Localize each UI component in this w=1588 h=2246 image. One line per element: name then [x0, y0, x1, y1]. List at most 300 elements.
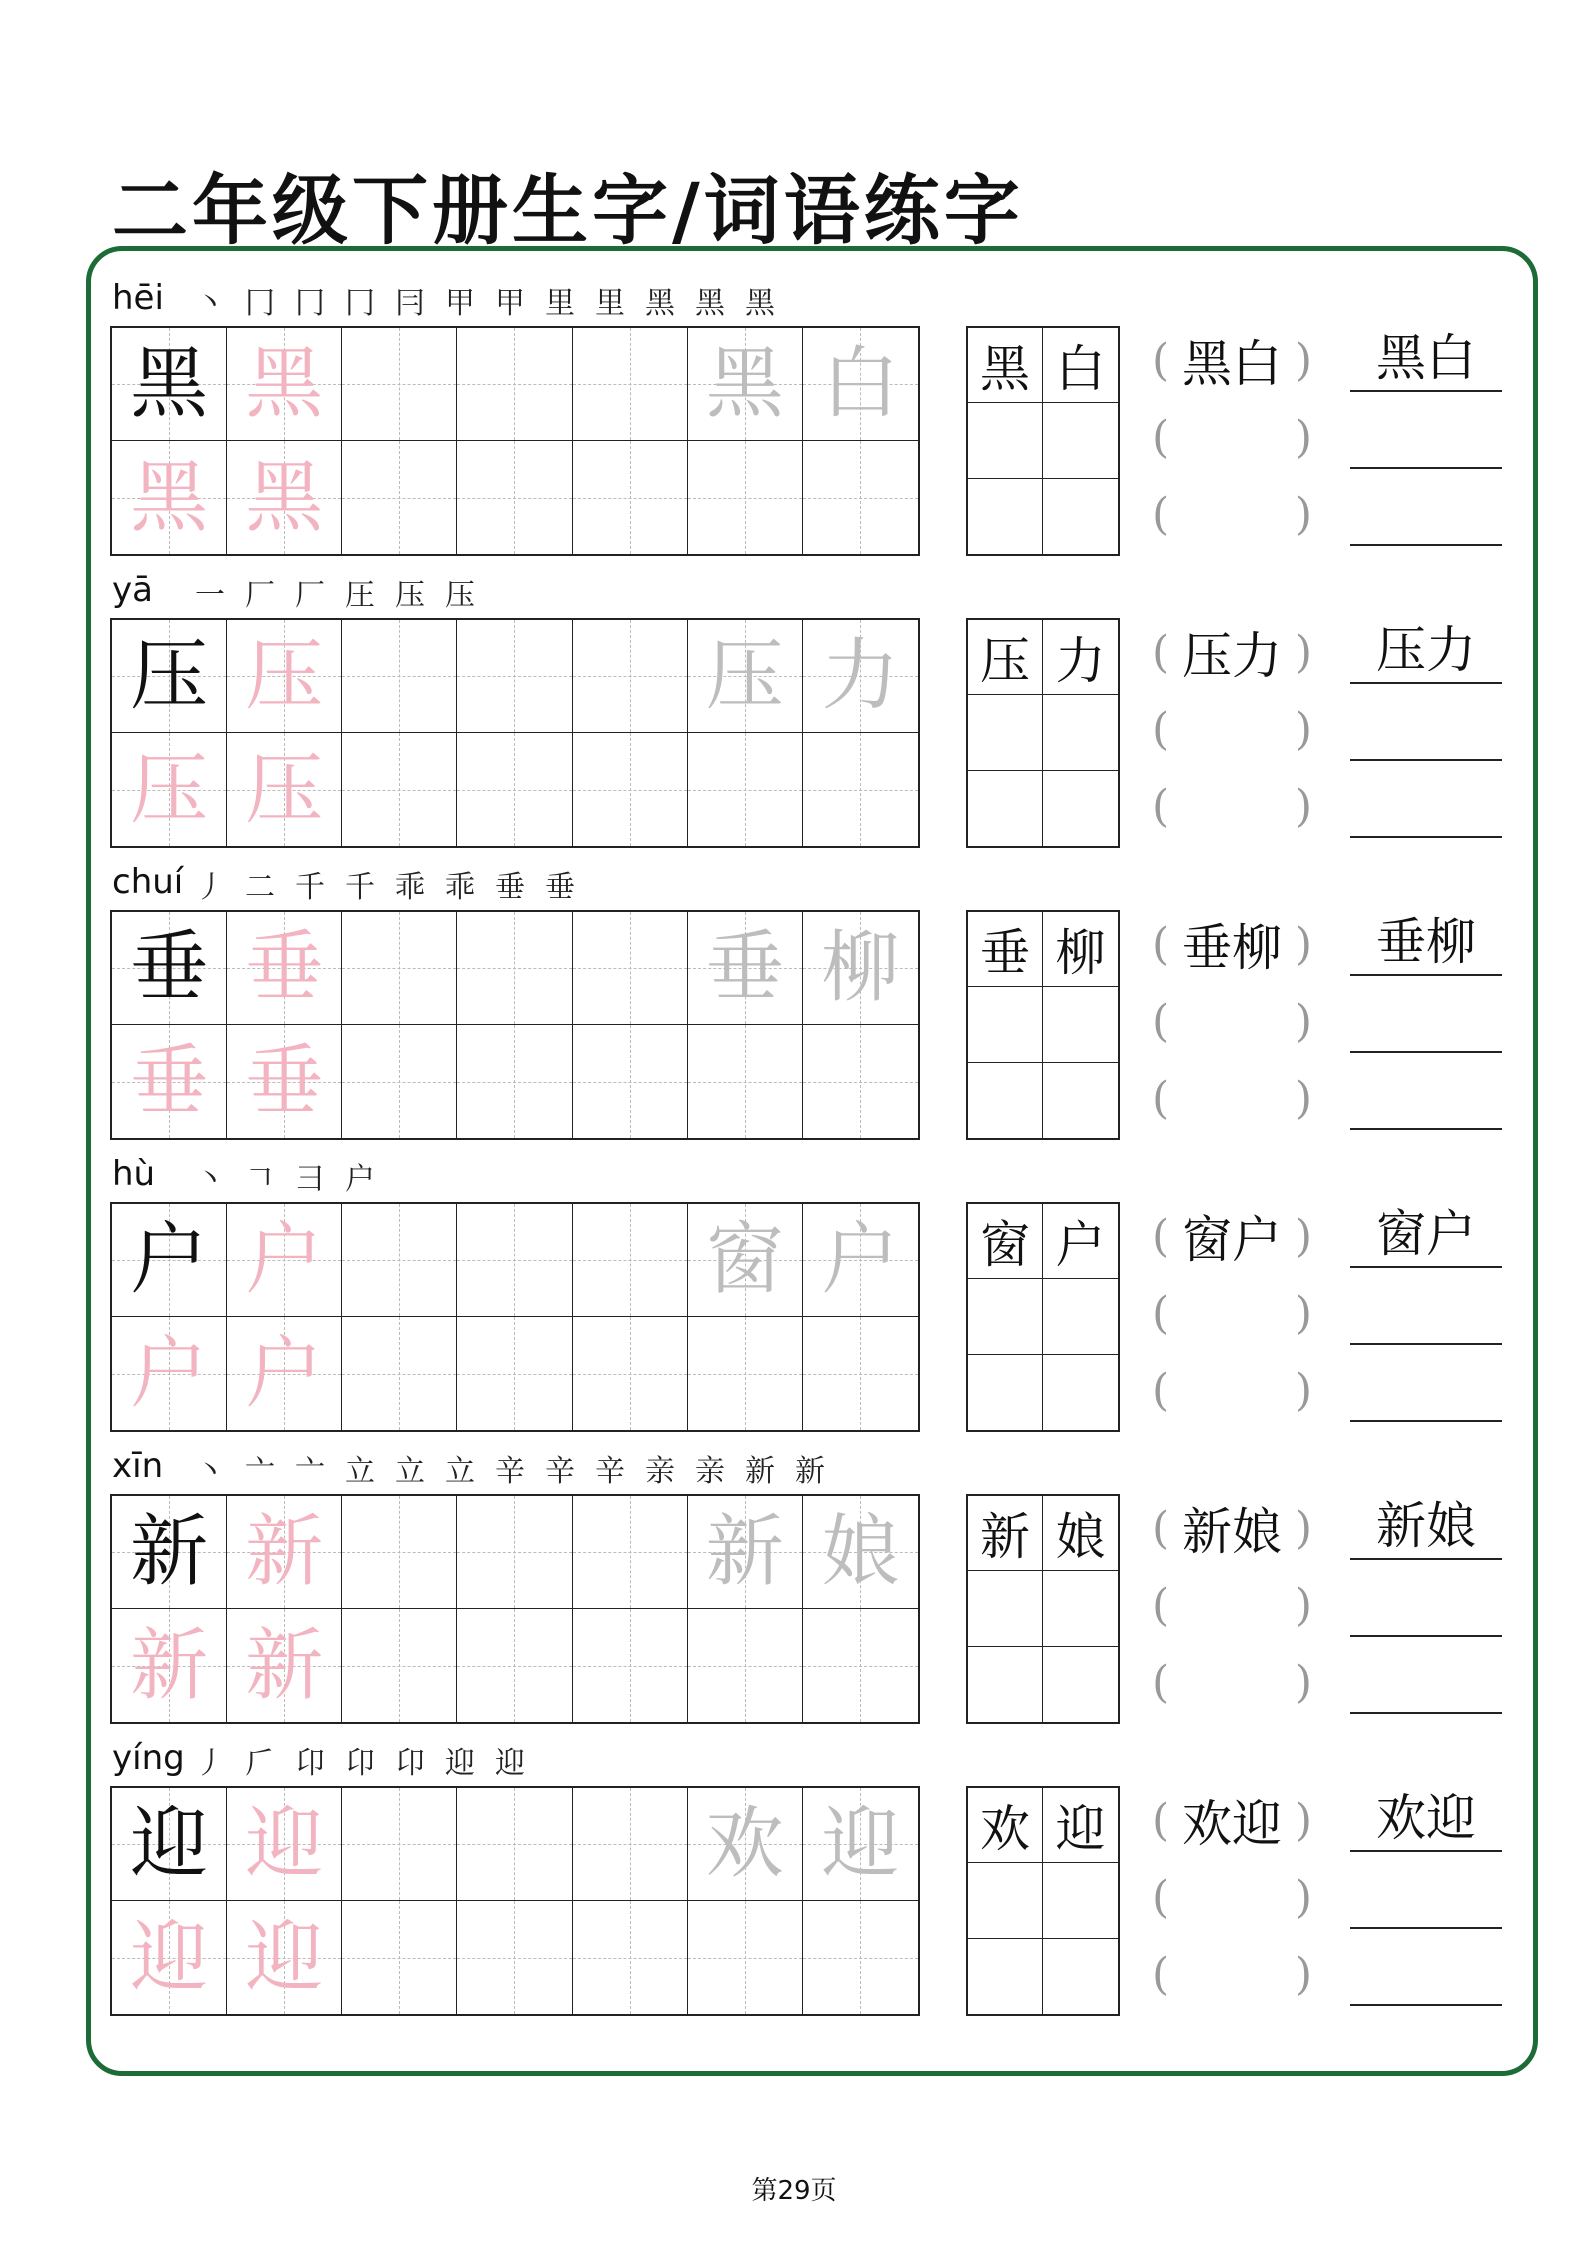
pinyin: yā — [112, 570, 153, 610]
trace-word-char-text: 户 — [821, 1215, 900, 1305]
word-box — [966, 326, 1120, 556]
word-box-blank[interactable] — [1043, 1647, 1118, 1722]
trace-character[interactable] — [227, 1496, 342, 1609]
stroke-step: 冃 — [395, 286, 425, 321]
stroke-step: 辛 — [595, 1454, 625, 1489]
char-section-3 — [0, 862, 1588, 1154]
blank-writing-cell[interactable] — [457, 1204, 572, 1317]
blank-writing-cell[interactable] — [457, 1788, 572, 1901]
paren-word-char: 娘 — [1232, 1503, 1282, 1561]
close-paren: ) — [1294, 1072, 1312, 1124]
char-section-4 — [0, 1154, 1588, 1446]
blank-writing-cell[interactable] — [457, 733, 572, 846]
stroke-step: 亲 — [695, 1454, 725, 1489]
trace-word-char[interactable] — [688, 1788, 803, 1901]
blank-writing-cell[interactable] — [342, 912, 457, 1025]
stroke-order — [192, 1738, 528, 1782]
word-box — [966, 1786, 1120, 2016]
word-box-blank[interactable] — [1043, 1355, 1118, 1430]
blank-writing-cell[interactable] — [573, 441, 688, 554]
trace-character[interactable] — [227, 733, 342, 846]
blank-writing-cell[interactable] — [573, 733, 688, 846]
paren-word — [1152, 914, 1312, 977]
blank-writing-cell[interactable] — [342, 1496, 457, 1609]
paren-word-char: 窗 — [1182, 1211, 1232, 1269]
blank-writing-cell[interactable] — [803, 733, 918, 846]
open-paren: ( — [1152, 1287, 1170, 1339]
trace-character[interactable] — [227, 441, 342, 554]
blank-writing-cell[interactable] — [573, 1788, 688, 1901]
paren-word-char: 柳 — [1232, 919, 1282, 977]
word-box-model-char[interactable]: 白 — [1043, 328, 1118, 403]
model-character-text: 户 — [130, 1215, 209, 1305]
model-character-text: 垂 — [130, 923, 209, 1013]
trace-character[interactable] — [227, 1788, 342, 1901]
trace-character-text: 迎 — [245, 1799, 324, 1889]
open-paren: ( — [1152, 1579, 1170, 1631]
open-paren: ( — [1152, 918, 1170, 970]
trace-character[interactable] — [112, 733, 227, 846]
blank-writing-cell[interactable] — [573, 1204, 688, 1317]
trace-word-char-text: 窗 — [705, 1215, 784, 1305]
trace-character[interactable] — [227, 1025, 342, 1138]
stroke-step: 亠 — [295, 1454, 325, 1489]
word-box-model-char[interactable]: 垂 — [968, 912, 1043, 987]
stroke-step: 户 — [345, 1162, 375, 1197]
paren-word-text — [1182, 324, 1282, 396]
close-paren: ) — [1294, 1948, 1312, 2000]
close-paren: ) — [1294, 1794, 1312, 1846]
underline-word-char: 户 — [1426, 1205, 1476, 1263]
underline-blank[interactable] — [1350, 484, 1502, 546]
open-paren: ( — [1152, 411, 1170, 463]
close-paren: ) — [1294, 1871, 1312, 1923]
trace-word-char-text: 黑 — [705, 339, 784, 429]
blank-writing-cell[interactable] — [342, 1788, 457, 1901]
trace-word-char[interactable] — [688, 1204, 803, 1317]
blank-writing-cell[interactable] — [342, 1901, 457, 2014]
stroke-step: 卬 — [395, 1746, 425, 1781]
close-paren: ) — [1294, 1502, 1312, 1554]
stroke-step: 厂 — [295, 578, 325, 613]
trace-character-text: 压 — [245, 631, 324, 721]
paren-word — [1152, 1206, 1312, 1269]
word-box-blank[interactable] — [968, 1647, 1043, 1722]
stroke-step: 丶 — [195, 286, 225, 321]
trace-word-char-text: 欢 — [705, 1799, 784, 1889]
blank-writing-cell[interactable] — [457, 1025, 572, 1138]
paren-word-text — [1182, 908, 1282, 980]
trace-character[interactable] — [112, 441, 227, 554]
close-paren: ) — [1294, 918, 1312, 970]
word-box-blank[interactable] — [1043, 403, 1118, 478]
blank-writing-cell[interactable] — [688, 441, 803, 554]
trace-character-text: 户 — [245, 1328, 324, 1419]
writing-grid — [110, 910, 920, 1140]
open-paren: ( — [1152, 703, 1170, 755]
trace-character[interactable] — [227, 1204, 342, 1317]
trace-character-text: 压 — [245, 744, 324, 835]
stroke-step: 丿 — [195, 870, 225, 905]
paren-blank[interactable] — [1152, 484, 1312, 544]
blank-writing-cell[interactable] — [457, 620, 572, 733]
underline-word-char: 新 — [1376, 1497, 1426, 1555]
trace-word-char[interactable] — [803, 620, 918, 733]
trace-word-char[interactable] — [688, 912, 803, 1025]
blank-writing-cell[interactable] — [573, 1496, 688, 1609]
blank-writing-cell[interactable] — [688, 1317, 803, 1430]
stroke-step: 丿 — [195, 1746, 225, 1781]
model-character[interactable] — [112, 1496, 227, 1609]
blank-writing-cell[interactable] — [573, 328, 688, 441]
word-box-model-char[interactable]: 娘 — [1043, 1496, 1118, 1571]
trace-word-char-text: 垂 — [705, 923, 784, 1013]
stroke-step: 甲 — [495, 286, 525, 321]
trace-word-char[interactable] — [688, 1496, 803, 1609]
stroke-step: 立 — [345, 1454, 375, 1489]
paren-blank[interactable] — [1152, 1652, 1312, 1712]
blank-writing-cell[interactable] — [457, 441, 572, 554]
close-paren: ) — [1294, 411, 1312, 463]
pinyin: yíng — [112, 1738, 185, 1778]
trace-character-text: 垂 — [130, 1036, 209, 1127]
word-box-blank[interactable] — [968, 695, 1043, 770]
stroke-order — [192, 278, 778, 322]
blank-writing-cell[interactable] — [573, 1609, 688, 1722]
underline-blank[interactable] — [1350, 1575, 1502, 1637]
trace-character-text: 压 — [130, 744, 209, 835]
word-box-blank[interactable] — [1043, 1571, 1118, 1646]
paren-word — [1152, 1498, 1312, 1561]
trace-character[interactable] — [227, 1901, 342, 2014]
blank-writing-cell[interactable] — [457, 1901, 572, 2014]
paren-blank[interactable] — [1152, 1575, 1312, 1635]
word-box — [966, 910, 1120, 1140]
open-paren: ( — [1152, 1794, 1170, 1846]
close-paren: ) — [1294, 1210, 1312, 1262]
model-character[interactable] — [112, 328, 227, 441]
blank-writing-cell[interactable] — [803, 1609, 918, 1722]
word-box-blank[interactable] — [1043, 479, 1118, 554]
underline-blank[interactable] — [1350, 1283, 1502, 1345]
word-box-blank[interactable] — [1043, 1279, 1118, 1354]
blank-writing-cell[interactable] — [342, 1204, 457, 1317]
trace-word-char[interactable] — [803, 912, 918, 1025]
underline-word-char: 力 — [1426, 621, 1476, 679]
blank-writing-cell[interactable] — [457, 1317, 572, 1430]
word-box-model-char[interactable]: 户 — [1043, 1204, 1118, 1279]
blank-writing-cell[interactable] — [342, 441, 457, 554]
word-box-blank[interactable] — [968, 987, 1043, 1062]
pinyin: hù — [112, 1154, 156, 1194]
char-section-2 — [0, 570, 1588, 862]
open-paren: ( — [1152, 488, 1170, 540]
word-box — [966, 1202, 1120, 1432]
word-box-blank[interactable] — [968, 1863, 1043, 1938]
stroke-step: 辛 — [495, 1454, 525, 1489]
blank-writing-cell[interactable] — [342, 1609, 457, 1722]
paren-blank[interactable] — [1152, 1944, 1312, 2004]
stroke-order — [192, 570, 478, 614]
underline-word-char: 迎 — [1426, 1789, 1476, 1847]
open-paren: ( — [1152, 1364, 1170, 1416]
paren-word-text — [1182, 1200, 1282, 1272]
stroke-step: 冂 — [295, 286, 325, 321]
blank-writing-cell[interactable] — [573, 1901, 688, 2014]
open-paren: ( — [1152, 334, 1170, 386]
paren-word-text — [1182, 1492, 1282, 1564]
word-box-model-char[interactable]: 黑 — [968, 328, 1043, 403]
paren-word-char: 垂 — [1182, 919, 1232, 977]
underline-blank[interactable] — [1350, 1068, 1502, 1130]
word-box-blank[interactable] — [1043, 1939, 1118, 2014]
stroke-step: 迎 — [495, 1746, 525, 1781]
stroke-order — [192, 1154, 378, 1198]
trace-character[interactable] — [112, 1025, 227, 1138]
word-box-blank[interactable] — [1043, 771, 1118, 846]
paren-blank[interactable] — [1152, 1360, 1312, 1420]
underline-blank[interactable] — [1350, 1652, 1502, 1714]
model-character[interactable] — [112, 1204, 227, 1317]
open-paren: ( — [1152, 1072, 1170, 1124]
blank-writing-cell[interactable] — [803, 1025, 918, 1138]
trace-character[interactable] — [227, 1609, 342, 1722]
model-character[interactable] — [112, 1788, 227, 1901]
model-character-text: 压 — [130, 631, 209, 721]
trace-character-text: 垂 — [245, 923, 324, 1013]
blank-writing-cell[interactable] — [803, 441, 918, 554]
underline-word-char: 白 — [1426, 329, 1476, 387]
stroke-step: 黑 — [645, 286, 675, 321]
stroke-step: 新 — [795, 1454, 825, 1489]
trace-word-char-text: 新 — [705, 1507, 784, 1597]
trace-word-char-text: 白 — [821, 339, 900, 429]
blank-writing-cell[interactable] — [457, 328, 572, 441]
trace-word-char[interactable] — [803, 1496, 918, 1609]
stroke-step: 辛 — [545, 1454, 575, 1489]
word-box — [966, 618, 1120, 848]
pinyin: hēi — [112, 278, 164, 318]
paren-word-char: 白 — [1232, 335, 1282, 393]
underline-blank[interactable] — [1350, 1944, 1502, 2006]
blank-writing-cell[interactable] — [342, 328, 457, 441]
word-box-blank[interactable] — [968, 1571, 1043, 1646]
word-box-model-char[interactable]: 欢 — [968, 1788, 1043, 1863]
blank-writing-cell[interactable] — [342, 1025, 457, 1138]
paren-word — [1152, 622, 1312, 685]
paren-word-char: 黑 — [1182, 335, 1232, 393]
underline-blank[interactable] — [1350, 1360, 1502, 1422]
stroke-order — [192, 862, 578, 906]
close-paren: ) — [1294, 488, 1312, 540]
trace-character[interactable] — [227, 1317, 342, 1430]
trace-word-char-text: 力 — [821, 631, 900, 721]
close-paren: ) — [1294, 626, 1312, 678]
paren-word-char: 力 — [1232, 627, 1282, 685]
writing-grid — [110, 618, 920, 848]
underline-word-char: 欢 — [1376, 1789, 1426, 1847]
writing-grid — [110, 1786, 920, 2016]
word-box-blank[interactable] — [968, 479, 1043, 554]
paren-blank[interactable] — [1152, 991, 1312, 1051]
stroke-step: 黑 — [745, 286, 775, 321]
paren-word — [1152, 330, 1312, 393]
trace-character-text: 新 — [130, 1620, 209, 1711]
underline-word-char: 娘 — [1426, 1497, 1476, 1555]
paren-word-text — [1182, 1784, 1282, 1856]
underline-word-char: 黑 — [1376, 329, 1426, 387]
word-box-blank[interactable] — [968, 1939, 1043, 2014]
blank-writing-cell[interactable] — [688, 1025, 803, 1138]
underline-blank[interactable] — [1350, 776, 1502, 838]
trace-character[interactable] — [227, 620, 342, 733]
word-box — [966, 1494, 1120, 1724]
stroke-step: 立 — [395, 1454, 425, 1489]
blank-writing-cell[interactable] — [573, 912, 688, 1025]
word-box-model-char[interactable]: 力 — [1043, 620, 1118, 695]
underline-blank[interactable] — [1350, 699, 1502, 761]
open-paren: ( — [1152, 1210, 1170, 1262]
word-box-blank[interactable] — [968, 1355, 1043, 1430]
word-box-blank[interactable] — [968, 1279, 1043, 1354]
stroke-step: 乖 — [395, 870, 425, 905]
open-paren: ( — [1152, 780, 1170, 832]
trace-character-text: 黑 — [245, 339, 324, 429]
blank-writing-cell[interactable] — [573, 620, 688, 733]
trace-word-char[interactable] — [688, 328, 803, 441]
trace-character-text: 黑 — [130, 452, 209, 543]
blank-writing-cell[interactable] — [342, 1317, 457, 1430]
paren-blank[interactable] — [1152, 1283, 1312, 1343]
stroke-step: 垂 — [545, 870, 575, 905]
stroke-step: 卬 — [345, 1746, 375, 1781]
word-box-model-char[interactable]: 新 — [968, 1496, 1043, 1571]
model-character-text: 新 — [130, 1507, 209, 1597]
model-character[interactable] — [112, 620, 227, 733]
paren-word-char: 欢 — [1182, 1795, 1232, 1853]
trace-character-text: 新 — [245, 1507, 324, 1597]
close-paren: ) — [1294, 1656, 1312, 1708]
blank-writing-cell[interactable] — [688, 733, 803, 846]
word-box-model-char[interactable]: 柳 — [1043, 912, 1118, 987]
stroke-step: 丶 — [195, 1162, 225, 1197]
stroke-step: 丶 — [195, 1454, 225, 1489]
paren-blank[interactable] — [1152, 407, 1312, 467]
stroke-step: 垂 — [495, 870, 525, 905]
blank-writing-cell[interactable] — [688, 1901, 803, 2014]
word-box-blank[interactable] — [1043, 695, 1118, 770]
stroke-step: 冂 — [345, 286, 375, 321]
stroke-step: 卬 — [295, 1746, 325, 1781]
word-box-blank[interactable] — [968, 771, 1043, 846]
blank-writing-cell[interactable] — [457, 1609, 572, 1722]
close-paren: ) — [1294, 703, 1312, 755]
word-box-blank[interactable] — [1043, 987, 1118, 1062]
model-character[interactable] — [112, 912, 227, 1025]
word-box-model-char[interactable]: 迎 — [1043, 1788, 1118, 1863]
trace-word-char-text: 压 — [705, 631, 784, 721]
trace-word-char[interactable] — [803, 1204, 918, 1317]
blank-writing-cell[interactable] — [688, 1609, 803, 1722]
stroke-step: 冂 — [245, 286, 275, 321]
trace-word-char[interactable] — [803, 1788, 918, 1901]
stroke-step: 甲 — [445, 286, 475, 321]
blank-writing-cell[interactable] — [342, 620, 457, 733]
word-box-blank[interactable] — [1043, 1063, 1118, 1138]
word-box-model-char[interactable]: 窗 — [968, 1204, 1043, 1279]
paren-word — [1152, 1790, 1312, 1853]
word-box-blank[interactable] — [968, 1063, 1043, 1138]
trace-character[interactable] — [112, 1317, 227, 1430]
underline-word — [1350, 1498, 1502, 1560]
stroke-order — [192, 1446, 828, 1490]
trace-character[interactable] — [112, 1609, 227, 1722]
blank-writing-cell[interactable] — [342, 733, 457, 846]
trace-character-text: 户 — [130, 1328, 209, 1419]
close-paren: ) — [1294, 1579, 1312, 1631]
char-section-1 — [0, 278, 1588, 570]
underline-word — [1350, 1206, 1502, 1268]
underline-blank[interactable] — [1350, 991, 1502, 1053]
pinyin: chuí — [112, 862, 184, 902]
word-box-blank[interactable] — [968, 403, 1043, 478]
paren-blank[interactable] — [1152, 1867, 1312, 1927]
trace-character[interactable] — [227, 328, 342, 441]
page-number: 第29页 — [751, 2176, 837, 2206]
blank-writing-cell[interactable] — [457, 1496, 572, 1609]
stroke-step: 𠂆 — [245, 1746, 275, 1781]
blank-writing-cell[interactable] — [457, 912, 572, 1025]
paren-blank[interactable] — [1152, 776, 1312, 836]
trace-word-char[interactable] — [803, 328, 918, 441]
underline-blank[interactable] — [1350, 1867, 1502, 1929]
stroke-step: 里 — [545, 286, 575, 321]
stroke-step: 立 — [445, 1454, 475, 1489]
trace-character[interactable] — [227, 912, 342, 1025]
word-box-blank[interactable] — [1043, 1863, 1118, 1938]
trace-character-text: 黑 — [245, 452, 324, 543]
underline-word — [1350, 330, 1502, 392]
paren-word-char: 新 — [1182, 1503, 1232, 1561]
trace-character[interactable] — [112, 1901, 227, 2014]
stroke-step: 黑 — [695, 286, 725, 321]
trace-character-text: 迎 — [130, 1912, 209, 2003]
stroke-step: 𠃍 — [245, 1162, 275, 1197]
blank-writing-cell[interactable] — [803, 1317, 918, 1430]
paren-blank[interactable] — [1152, 1068, 1312, 1128]
stroke-step: 二 — [245, 870, 275, 905]
stroke-step: 压 — [395, 578, 425, 613]
blank-writing-cell[interactable] — [573, 1317, 688, 1430]
underline-word-char: 压 — [1376, 621, 1426, 679]
paren-blank[interactable] — [1152, 699, 1312, 759]
close-paren: ) — [1294, 1287, 1312, 1339]
trace-character-text: 迎 — [245, 1912, 324, 2003]
close-paren: ) — [1294, 995, 1312, 1047]
blank-writing-cell[interactable] — [573, 1025, 688, 1138]
trace-word-char[interactable] — [688, 620, 803, 733]
trace-character-text: 新 — [245, 1620, 324, 1711]
paren-word-char: 压 — [1182, 627, 1232, 685]
word-box-model-char[interactable]: 压 — [968, 620, 1043, 695]
close-paren: ) — [1294, 780, 1312, 832]
blank-writing-cell[interactable] — [803, 1901, 918, 2014]
char-section-6 — [0, 1738, 1588, 2030]
underline-word — [1350, 622, 1502, 684]
underline-blank[interactable] — [1350, 407, 1502, 469]
underline-word — [1350, 914, 1502, 976]
model-character-text: 黑 — [130, 339, 209, 429]
